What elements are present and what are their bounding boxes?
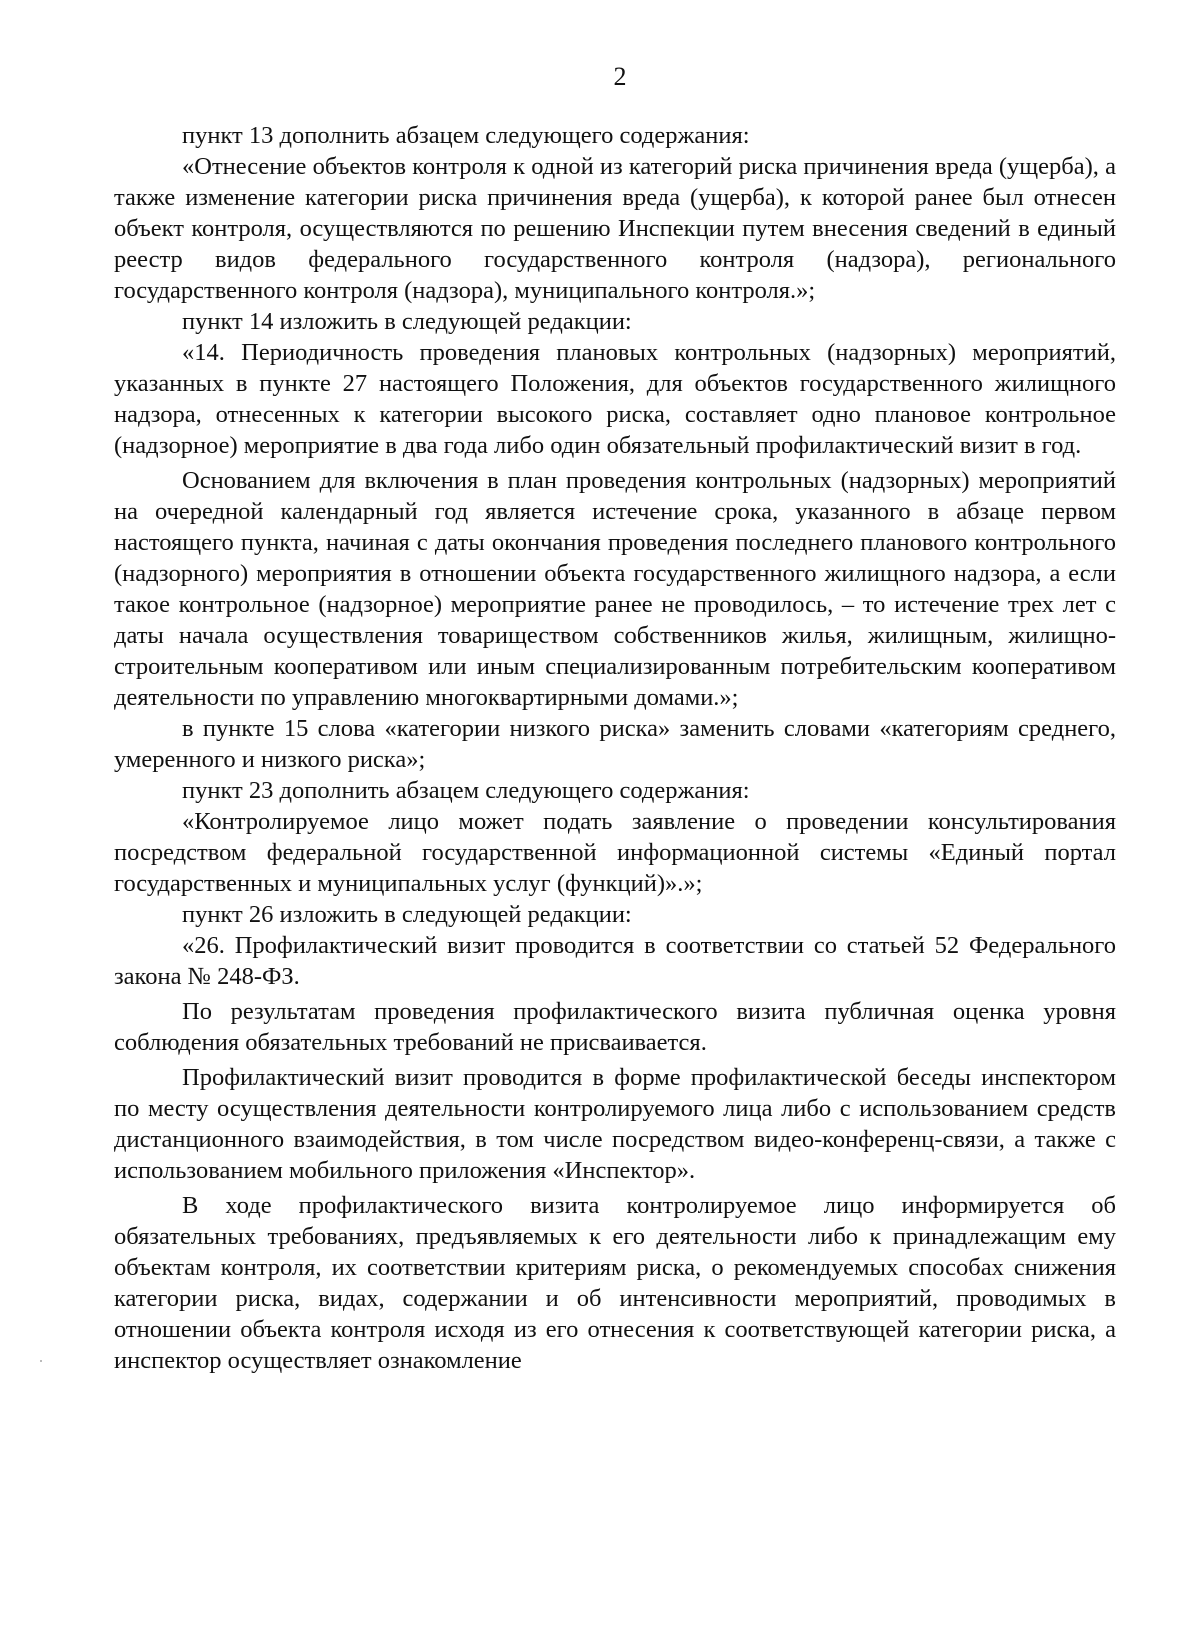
paragraph: «14. Периодичность проведения плановых контрольных (надзорных) мероприятий, указанных в пункте 27 настоящего Положения, для объектов государственного жилищного надзора, отнесенных к категории высокого риска, составляет одно плановое контрольное (надзорное) мероприятие в два года либо один обязательный профилактический визит в год.: [114, 339, 1116, 459]
paragraph: В ходе профилактического визита контролируемое лицо информируется об обязательных требованиях, предъявляемых к его деятельности либо к принадлежащим ему объектам контроля, их соответствии критериям риска, о рекомендуемых способах снижения категории риска, видах, содержании и об интенсивности мероприятий, проводимых в отношении объекта контроля исходя из его отнесения к соответствующей категории риска, а инспектор осуществляет ознакомление: [114, 1192, 1116, 1374]
paragraph: Профилактический визит проводится в форме профилактической беседы инспектором по месту осуществления деятельности контролируемого лица либо с использованием средств дистанционного взаимодействия, в том числе посредством видео-конференц-связи, а также с использованием мобильного приложения «Инспектор».: [114, 1064, 1116, 1184]
paragraph: «Отнесение объектов контроля к одной из категорий риска причинения вреда (ущерба), а также изменение категории риска причинения вреда (ущерба), к которой ранее был отнесен объект контроля, осуществляются по решению Инспекции путем внесения сведений в единый реестр видов федерального государственного контроля (надзора), регионального государственного контроля (надзора), муниципального контроля.»;: [114, 153, 1116, 304]
scan-speck: [40, 1360, 42, 1362]
paragraph: «Контролируемое лицо может подать заявление о проведении консультирования посредством федеральной государственной информационной системы «Единый портал государственных и муниципальных услуг (функций)».»;: [114, 808, 1116, 897]
paragraph: пункт 13 дополнить абзацем следующего содержания:: [182, 122, 750, 149]
page-number: 2: [613, 62, 627, 91]
paragraph: «26. Профилактический визит проводится в соответствии со статьей 52 Федерального закона № 248-ФЗ.: [114, 932, 1116, 990]
paragraph: в пункте 15 слова «категории низкого риска» заменить словами «категориям среднего, умеренного и низкого риска»;: [114, 715, 1116, 773]
paragraph: пункт 26 изложить в следующей редакции:: [182, 901, 632, 928]
paragraph: пункт 14 изложить в следующей редакции:: [182, 308, 632, 335]
document-body: [114, 120, 1116, 1376]
paragraph: Основанием для включения в план проведения контрольных (надзорных) мероприятий на очередной календарный год является истечение срока, указанного в абзаце первом настоящего пункта, начиная с даты окончания проведения последнего планового контрольного (надзорного) мероприятия в отношении объекта государственного жилищного надзора, а если такое контрольное (надзорное) мероприятие ранее не проводилось, – то истечение трех лет с даты начала осуществления товариществом собственников жилья, жилищным, жилищно-строительным кооперативом или иным специализированным потребительским кооперативом деятельности по управлению многоквартирными домами.»;: [114, 467, 1116, 711]
paragraph: пункт 23 дополнить абзацем следующего содержания:: [182, 777, 750, 804]
paragraph: По результатам проведения профилактического визита публичная оценка уровня соблюдения обязательных требований не присваивается.: [114, 998, 1116, 1056]
